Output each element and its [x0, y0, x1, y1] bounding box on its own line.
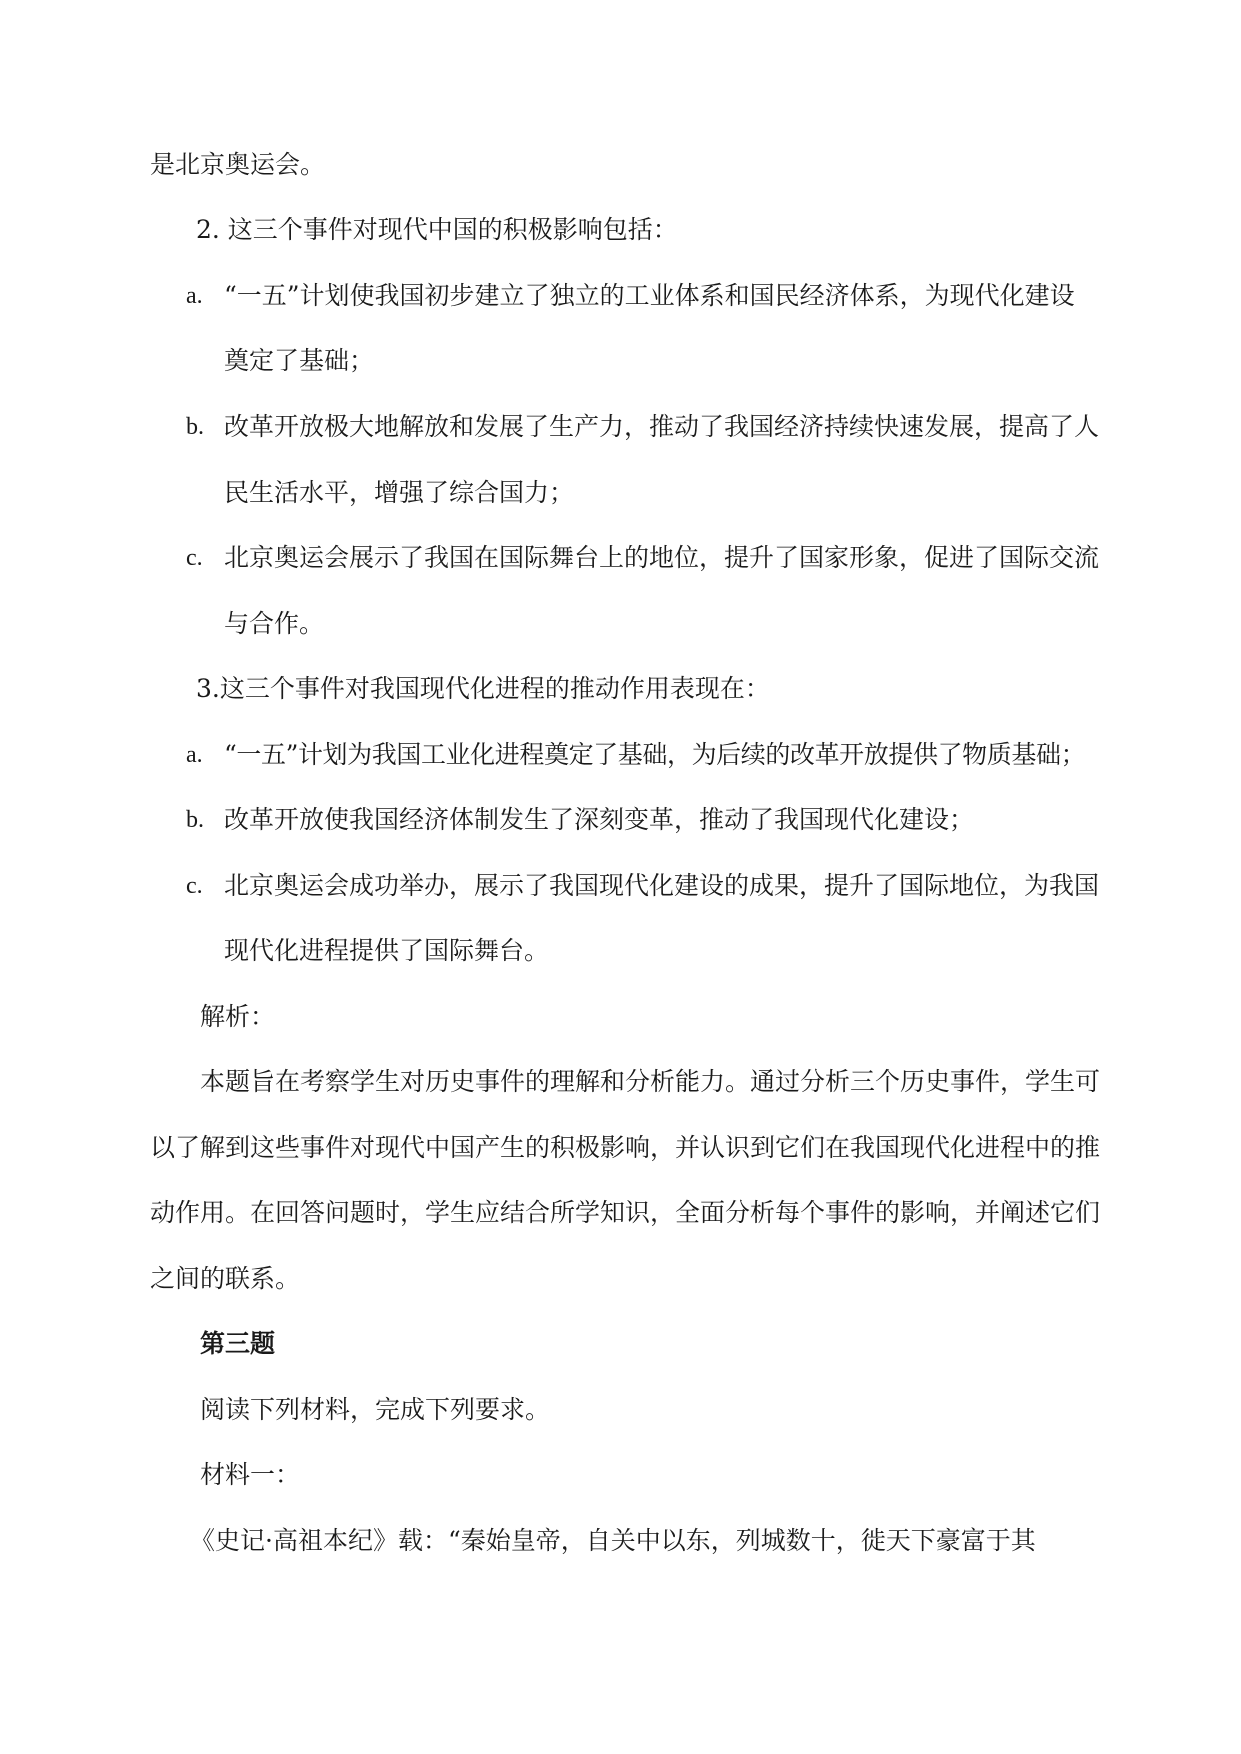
- instruction-text: 阅读下列材料，完成下列要求。: [200, 1395, 551, 1424]
- list-marker: a.: [186, 283, 203, 309]
- list-item-text-continued: 奠定了基础；: [224, 346, 375, 375]
- analysis-line: 本题旨在考察学生对历史事件的理解和分析能力。通过分析三个历史事件，学生可: [200, 1067, 1101, 1096]
- paragraph-continuation: 是北京奥运会。: [150, 150, 326, 179]
- material-label: 材料一：: [200, 1460, 301, 1489]
- question-3-heading: 3.这三个事件对我国现代化进程的推动作用表现在：: [196, 674, 770, 703]
- list-item-text-continued: 民生活水平，增强了综合国力；: [224, 478, 575, 507]
- analysis-line: 动作用。在回答问题时，学生应结合所学知识，全面分析每个事件的影响，并阐述它们: [150, 1198, 1101, 1227]
- list-item-text: “一五”计划使我国初步建立了独立的工业体系和国民经济体系，为现代化建设: [224, 281, 1075, 310]
- list-marker: a.: [186, 742, 203, 768]
- list-item-text: 改革开放使我国经济体制发生了深刻变革，推动了我国现代化建设；: [224, 805, 975, 834]
- list-item-text: 北京奥运会成功举办，展示了我国现代化建设的成果，提升了国际地位，为我国: [224, 871, 1100, 900]
- list-marker: b.: [186, 414, 204, 440]
- list-item-text: 北京奥运会展示了我国在国际舞台上的地位，提升了国家形象，促进了国际交流: [224, 543, 1100, 572]
- material-text: 《史记·高祖本纪》载：“秦始皇帝，自关中以东，列城数十，徙天下豪富于其: [190, 1526, 1036, 1555]
- list-marker: c.: [186, 545, 203, 571]
- analysis-line: 之间的联系。: [150, 1264, 301, 1293]
- section-title: 第三题: [200, 1329, 276, 1358]
- list-item-text: 改革开放极大地解放和发展了生产力，推动了我国经济持续快速发展，提高了人: [224, 412, 1100, 441]
- analysis-line: 以了解到这些事件对现代中国产生的积极影响，并认识到它们在我国现代化进程中的推: [150, 1133, 1101, 1162]
- list-item-text-continued: 现代化进程提供了国际舞台。: [224, 936, 550, 965]
- list-item-text-continued: 与合作。: [224, 609, 325, 638]
- list-item-text: “一五”计划为我国工业化进程奠定了基础，为后续的改革开放提供了物质基础；: [224, 740, 1086, 769]
- question-2-heading: 2. 这三个事件对现代中国的积极影响包括：: [196, 215, 678, 244]
- list-marker: c.: [186, 873, 203, 899]
- analysis-label: 解析：: [200, 1002, 276, 1031]
- list-marker: b.: [186, 807, 204, 833]
